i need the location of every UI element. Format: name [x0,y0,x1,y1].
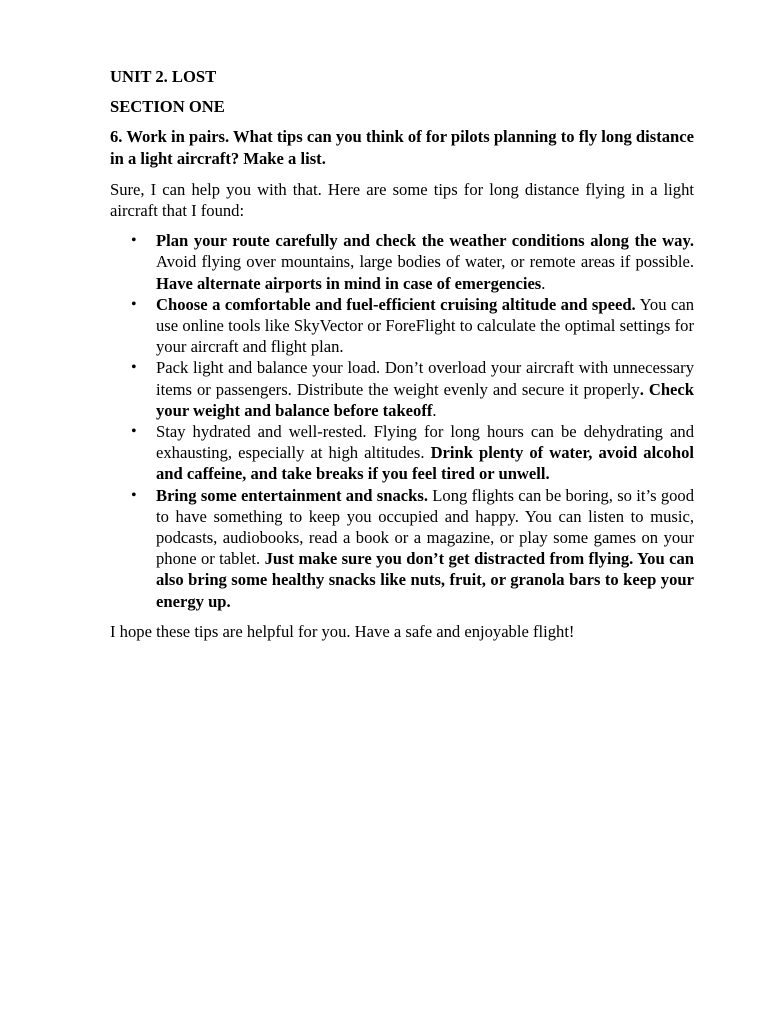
bullet-icon: • [131,486,137,504]
tips-list [110,230,694,612]
bullet-icon: • [131,232,137,250]
tip-bold-lead: Choose a comfortable and fuel-efficient cruising altitude and speed. [156,294,636,314]
tip-bold-tail: Have alternate airports in mind in case of emergencies [156,273,542,293]
tip-bold-lead: Plan your route carefully and check the weather conditions along the way. [156,231,694,251]
tip-end: . [432,400,437,420]
list-item [131,294,695,358]
tip-text: Pack light and balance your load. Don’t overload your aircraft with unnecessary items or passengers. Distribute the weight evenly and secure it properly [156,358,694,399]
tip-bold-tail: . Check your weight and balance before takeoff [156,379,695,420]
tip-text: Stay hydrated and well-rested. Flying for long hours can be dehydrating and exhausting, especially at high altitudes. [156,422,694,463]
tip-end: . [541,273,546,293]
bullet-icon: • [131,423,137,441]
list-item [131,230,694,294]
tip-text: Long flights can be boring, so it’s good to have something to keep you occupied and happy. You can listen to music, podcasts, audiobooks, read a book or a magazine, or play some games on your phone or tablet. [156,485,695,569]
list-item [131,485,695,612]
bullet-icon: • [131,359,137,377]
bullet-icon: • [131,295,137,313]
tip-bold-lead: Bring some entertainment and snacks. [156,485,428,505]
tip-text: Avoid flying over mountains, large bodies of water, or remote areas if possible. [156,252,694,272]
task-instruction: 6. Work in pairs. What tips can you think of for pilots planning to fly long distance in a light aircraft? Make a list. [110,127,694,168]
document-page [110,66,694,642]
tip-text: You can use online tools like SkyVector or ForeFlight to calculate the optimal settings for your aircraft and flight plan. [156,294,695,357]
intro-paragraph: Sure, I can help you with that. Here are some tips for long distance flying in a light aircraft that I found: [110,179,694,221]
section-title: SECTION ONE [110,97,225,117]
list-item [131,421,694,485]
tip-bold-tail: Drink plenty of water, avoid alcohol and caffeine, and take breaks if you feel tired or unwell. [156,443,694,484]
unit-title: UNIT 2. LOST [110,67,217,86]
closing-paragraph: I hope these tips are helpful for you. Have a safe and enjoyable flight! [110,621,575,641]
list-item [131,357,695,421]
tip-bold-tail: Just make sure you don’t get distracted from flying. You can also bring some healthy snacks like nuts, fruit, or granola bars to keep your energy up. [156,549,694,611]
